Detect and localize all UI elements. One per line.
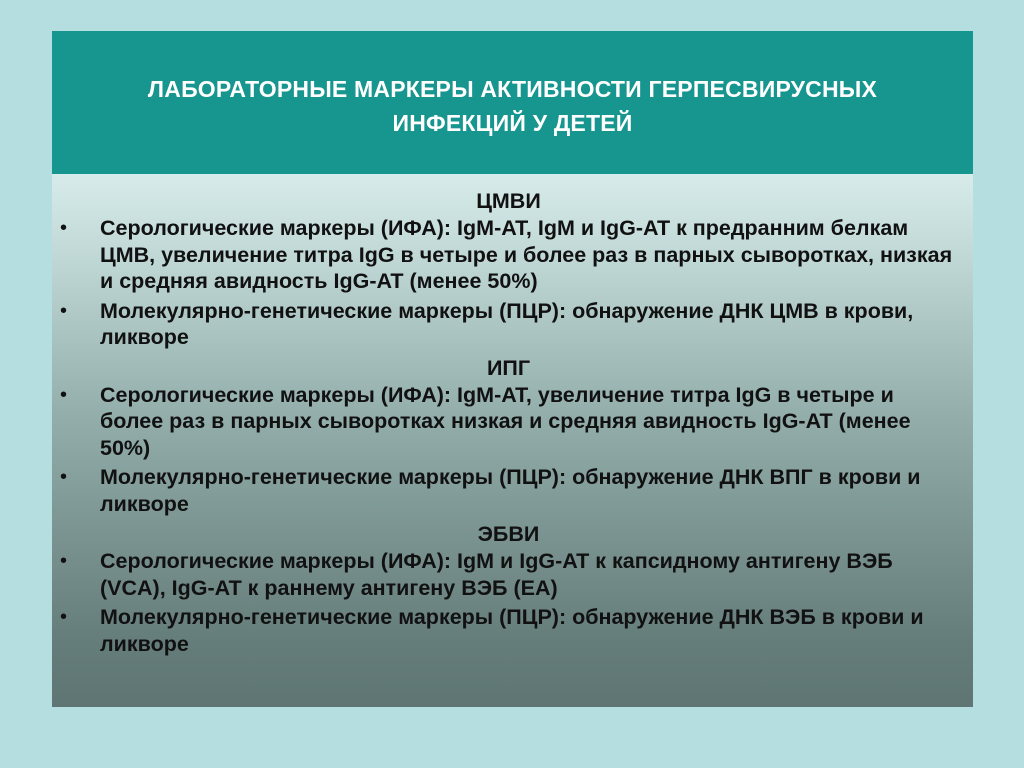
- content-body: [52, 187, 973, 660]
- section-heading-ebvi: ЭБВИ: [477, 522, 540, 546]
- list-item: [52, 215, 973, 295]
- list-item-text: Серологические маркеры (ИФА): IgM и IgG-AT к капсидному антигену ВЭБ (VCA), IgG-AT к раннему антигену ВЭБ (EA): [100, 549, 893, 600]
- list-item: [52, 298, 973, 351]
- slide-frame: [52, 31, 973, 707]
- section-heading-cmvi: ЦМВИ: [476, 189, 541, 213]
- list-item-text: Молекулярно-генетические маркеры (ПЦР): обнаружение ДНК ВПГ в крови и ликворе: [100, 465, 921, 516]
- list-item-text: Молекулярно-генетические маркеры (ПЦР): обнаружение ДНК ВЭБ в крови и ликворе: [100, 605, 924, 656]
- title-bar: [52, 31, 973, 174]
- list-item-text: Молекулярно-генетические маркеры (ПЦР): обнаружение ДНК ЦМВ в крови, ликворе: [100, 298, 914, 349]
- list-item-text: Серологические маркеры (ИФА): IgM-AT, увеличение титра IgG в четыре и более раз в парных сыворотках низкая и средняя авидность IgG-AT (менее 50%): [100, 382, 911, 460]
- list-item: [52, 548, 973, 601]
- list-item: [52, 382, 973, 462]
- bullet-icon: •: [60, 466, 68, 488]
- slide-title-line-1: ЛАБОРАТОРНЫЕ МАРКЕРЫ АКТИВНОСТИ ГЕРПЕСВИРУСНЫХ: [147, 75, 878, 102]
- section-heading-ipg: ИПГ: [486, 355, 531, 380]
- list-item: [52, 464, 973, 517]
- list-item-text: Серологические маркеры (ИФА): IgM-AT, IgM и IgG-AT к предранним белкам ЦМВ, увеличение титра IgG в четыре и более раз в парных сыворотках, низкая и средняя авидность IgG-AT (менее 50%): [100, 216, 953, 293]
- bullet-icon: •: [60, 217, 68, 239]
- content-panel: [52, 174, 973, 707]
- bullet-icon: •: [60, 550, 68, 572]
- slide-title: [148, 72, 877, 140]
- bullet-icon: •: [60, 383, 68, 406]
- bullet-icon: •: [60, 606, 68, 628]
- list-item: [52, 604, 973, 657]
- bullet-icon: •: [60, 299, 68, 322]
- slide-title-line-2: ИНФЕКЦИЙ У ДЕТЕЙ: [392, 109, 633, 136]
